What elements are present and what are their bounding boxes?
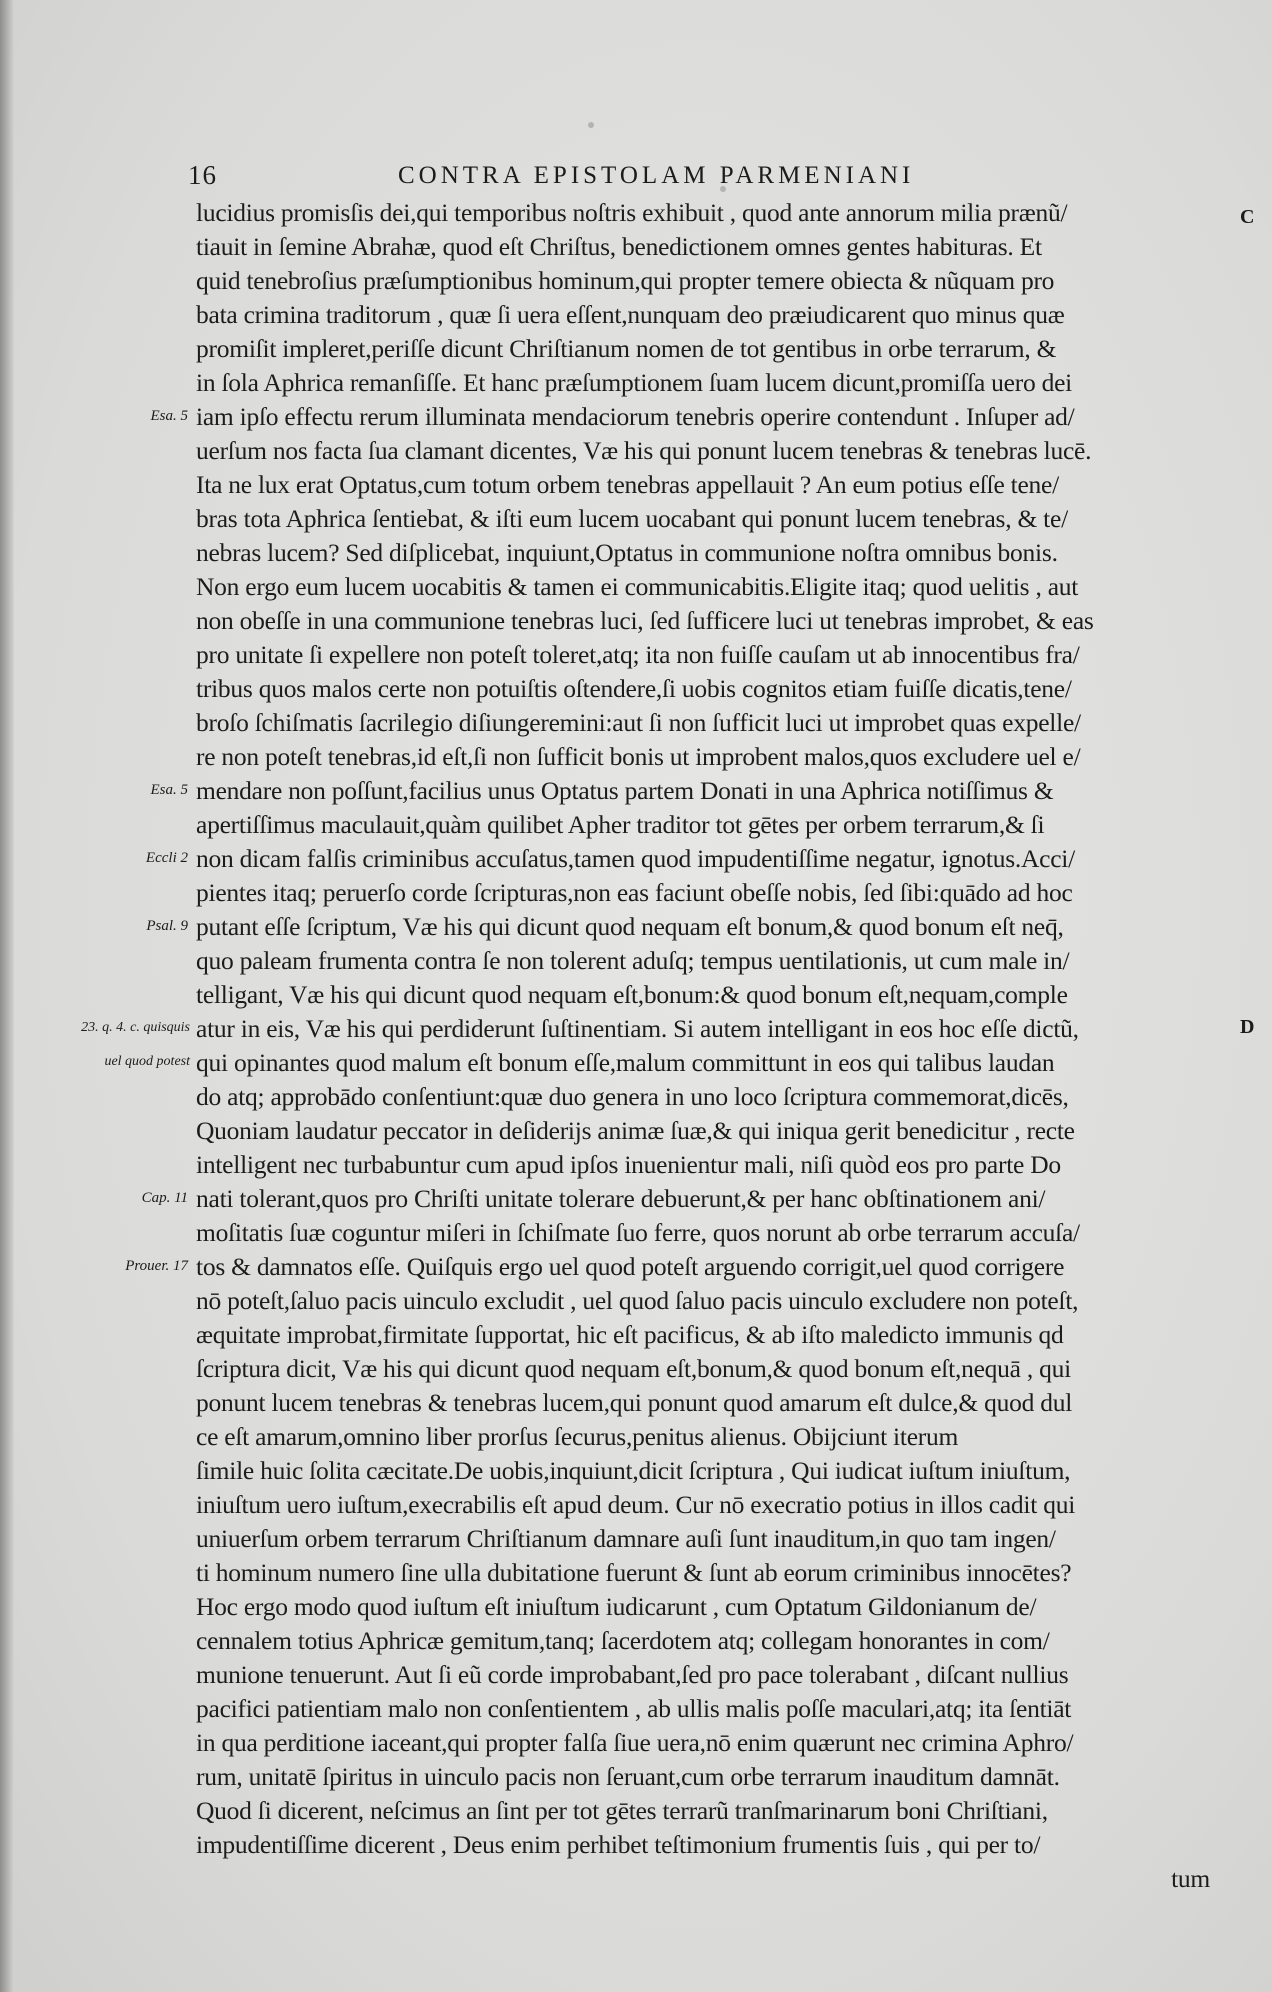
text-line: nō poteſt,ſaluo pacis uinculo excludit , uel quod ſaluo pacis uinculo excludere non poteſt, [196, 1286, 1079, 1315]
text-line: Hoc ergo modo quod iuſtum eſt iniuſtum iudicarunt , cum Optatum Gildonianum de/ [196, 1592, 1037, 1621]
text-line: munione tenuerunt. Aut ſi eũ corde improbabant,ſed pro pace tolerabant , diſcant nullius [196, 1660, 1069, 1689]
text-line: ti hominum numero ſine ulla dubitatione fuerunt & ſunt ab eorum criminibus innocētes? [196, 1558, 1072, 1587]
text-line: cennalem totius Aphricæ gemitum,tanq; ſacerdotem atq; collegam honorantes in com/ [196, 1626, 1050, 1655]
text-line: quid tenebroſius præſumptionibus hominum,qui propter temere obiecta & nũquam pro [196, 266, 1055, 295]
text-line: ce eſt amarum,omnino liber prorſus ſecurus,penitus alienus. Obijciunt iterum [196, 1422, 959, 1451]
text-line: tiauit in ſemine Abrahæ, quod eſt Chriſtus, benedictionem omnes gentes habituras. Et [196, 232, 1042, 261]
text-line: æquitate improbat,firmitate ſupportat, hic eſt pacificus, & ab iſto maledicto immunis qd [196, 1320, 1064, 1349]
text-line: uniuerſum orbem terrarum Chriſtianum damnare auſi ſunt inauditum,in quo tam ingen/ [196, 1524, 1056, 1553]
text-line: iniuſtum uero iuſtum,execrabilis eſt apud deum. Cur nō execratio potius in illos cadit qui [196, 1490, 1076, 1519]
text-line: tos & damnatos eſſe. Quiſquis ergo uel quod poteſt arguendo corrigit,uel quod corrigere [196, 1252, 1065, 1281]
margin-citation: 23. q. 4. c. quisquis [81, 1020, 190, 1035]
text-line: uerſum nos facta ſua clamant dicentes, Væ his qui ponunt lucem tenebras & tenebras lucē. [196, 436, 1092, 465]
text-line: ſcriptura dicit, Væ his qui dicunt quod nequam eſt,bonum,& quod bonum eſt,nequā , qui [196, 1354, 1071, 1383]
text-line: bras tota Aphrica ſentiebat, & iſti eum lucem uocabant qui ponunt lucem tenebras, & te/ [196, 504, 1068, 533]
text-line: Quoniam laudatur peccator in deſiderijs animæ ſuæ,& qui iniqua gerit benedicitur , recte [196, 1116, 1075, 1145]
text-line: broſo ſchiſmatis ſacrilegio diſiungeremini:aut ſi non ſufficit luci ut improbet quas expelle/ [196, 708, 1081, 737]
margin-citation: Prouer. 17 [125, 1258, 188, 1274]
text-line: nebras lucem? Sed diſplicebat, inquiunt,Optatus in communione noſtra omnibus bonis. [196, 538, 1058, 567]
text-line: apertiſſimus maculauit,quàm quilibet Apher traditor tot gētes per orbem terrarum,& ſi [196, 810, 1045, 839]
text-line: bata crimina traditorum , quæ ſi uera eſſent,nunquam deo præiudicarent quo minus quæ [196, 300, 1065, 329]
text-line: moſitatis ſuæ coguntur miſeri in ſchiſmate ſuo ferre, quos norunt ab orbe terrarum accuſa/ [196, 1218, 1080, 1247]
text-line: intelligent nec turbabuntur cum apud ipſos inuenientur mali, niſi quòd eos pro parte Do [196, 1150, 1061, 1179]
text-line: lucidius promisſis dei,qui temporibus noſtris exhibuit , quod ante annorum milia prænũ/ [196, 198, 1068, 227]
text-line: Non ergo eum lucem uocabitis & tamen ei communicabitis.Eligite itaq; quod uelitis , aut [196, 572, 1079, 601]
text-line: do atq; approbādo conſentiunt:quæ duo genera in uno loco ſcriptura commemorat,dicēs, [196, 1082, 1069, 1111]
text-line: ponunt lucem tenebras & tenebras lucem,qui ponunt quod amarum eſt dulce,& quod dul [196, 1388, 1073, 1417]
text-line: qui opinantes quod malum eſt bonum eſſe,malum committunt in eos qui talibus laudan [196, 1048, 1055, 1077]
margin-citation: Psal. 9 [146, 918, 188, 934]
text-line: Ita ne lux erat Optatus,cum totum orbem tenebras appellauit ? An eum potius eſſe tene/ [196, 470, 1059, 499]
text-line: telligant, Væ his qui dicunt quod nequam eſt,bonum:& quod bonum eſt,nequam,comple [196, 980, 1068, 1009]
margin-letter-c: C [1240, 206, 1255, 228]
page-header [188, 160, 1068, 190]
text-line: non obeſſe in una communione tenebras luci, ſed ſufficere luci ut tenebras improbet, & eas [196, 606, 1094, 635]
text-line: re non poteſt tenebras,id eſt,ſi non ſufficit bonis ut improbent malos,quos excludere uel e/ [196, 742, 1081, 771]
text-line: iam ipſo effectu rerum illuminata mendaciorum tenebris operire contendunt . Inſuper ad/ [196, 402, 1075, 431]
text-line: Quod ſi dicerent, neſcimus an ſint per tot gētes terrarũ tranſmarinarum boni Chriſtiani, [196, 1796, 1048, 1825]
text-line: pro unitate ſi expellere non poteſt toleret,atq; ita non fuiſſe cauſam ut ab innocentibus fra/ [196, 640, 1080, 669]
page-number: 16 [188, 160, 217, 190]
text-line: nati tolerant,quos pro Chriſti unitate tolerare debuerunt,& per hanc obſtinationem ani/ [196, 1184, 1046, 1213]
text-line: pacifici patientiam malo non conſentientem , ab ullis malis poſſe maculari,atq; ita ſentiāt [196, 1694, 1072, 1723]
text-line: rum, unitatē ſpiritus in uinculo pacis non ſeruant,cum orbe terrarum inauditum damnāt. [196, 1762, 1060, 1791]
text-line: ſimile huic ſolita cæcitate.De uobis,inquiunt,dicit ſcriptura , Qui iudicat iuſtum iniuſtum, [196, 1456, 1071, 1485]
text-line: tum [1171, 1864, 1210, 1893]
ink-speck [588, 122, 594, 128]
text-line: in qua perditione iaceant,qui propter falſa ſiue uera,nō enim quærunt nec crimina Aphro/ [196, 1728, 1074, 1757]
text-line: mendare non poſſunt,facilius unus Optatus partem Donati in una Aphrica notiſſimus & [196, 776, 1054, 805]
running-title: CONTRA EPISTOLAM PARMENIANI [398, 162, 915, 189]
margin-letter-d: D [1240, 1016, 1255, 1038]
text-line: atur in eis, Væ his qui perdiderunt ſuſtinentiam. Si autem intelligant in eos hoc eſſe dictũ, [196, 1014, 1079, 1043]
margin-citation: Esa. 5 [150, 782, 188, 798]
page-gutter-shadow [0, 0, 14, 1992]
text-line: impudentiſſime dicerent , Deus enim perhibet teſtimonium frumentis ſuis , qui per to/ [196, 1830, 1041, 1859]
margin-citation: Esa. 5 [150, 408, 188, 424]
margin-citation: Eccli 2 [145, 850, 188, 866]
margin-citation: Cap. 11 [141, 1190, 188, 1206]
text-line: promiſit impleret,periſſe dicunt Chriſtianum nomen de tot gentibus in orbe terrarum, & [196, 334, 1057, 363]
text-line: tribus quos malos certe non potuiſtis oſtendere,ſi uobis cognitos etiam fuiſſe dicatis,tene/ [196, 674, 1072, 703]
margin-citation: uel quod potest [104, 1054, 190, 1069]
text-line: pientes itaq; peruerſo corde ſcripturas,non eas faciunt obeſſe nobis, ſed ſibi:quādo ad hoc [196, 878, 1073, 907]
text-line: non dicam falſis criminibus accuſatus,tamen quod impudentiſſime negatur, ignotus.Acci/ [196, 844, 1075, 873]
body-text [196, 196, 1226, 1896]
text-line: putant eſſe ſcriptum, Væ his qui dicunt quod nequam eſt bonum,& quod bonum eſt neq̄, [196, 912, 1064, 941]
text-line: quo paleam frumenta contra ſe non tolerent aduſq; tempus uentilationis, ut cum male in/ [196, 946, 1070, 975]
text-line: in ſola Aphrica remanſiſſe. Et hanc præſumptionem ſuam lucem dicunt,promiſſa uero dei [196, 368, 1072, 397]
